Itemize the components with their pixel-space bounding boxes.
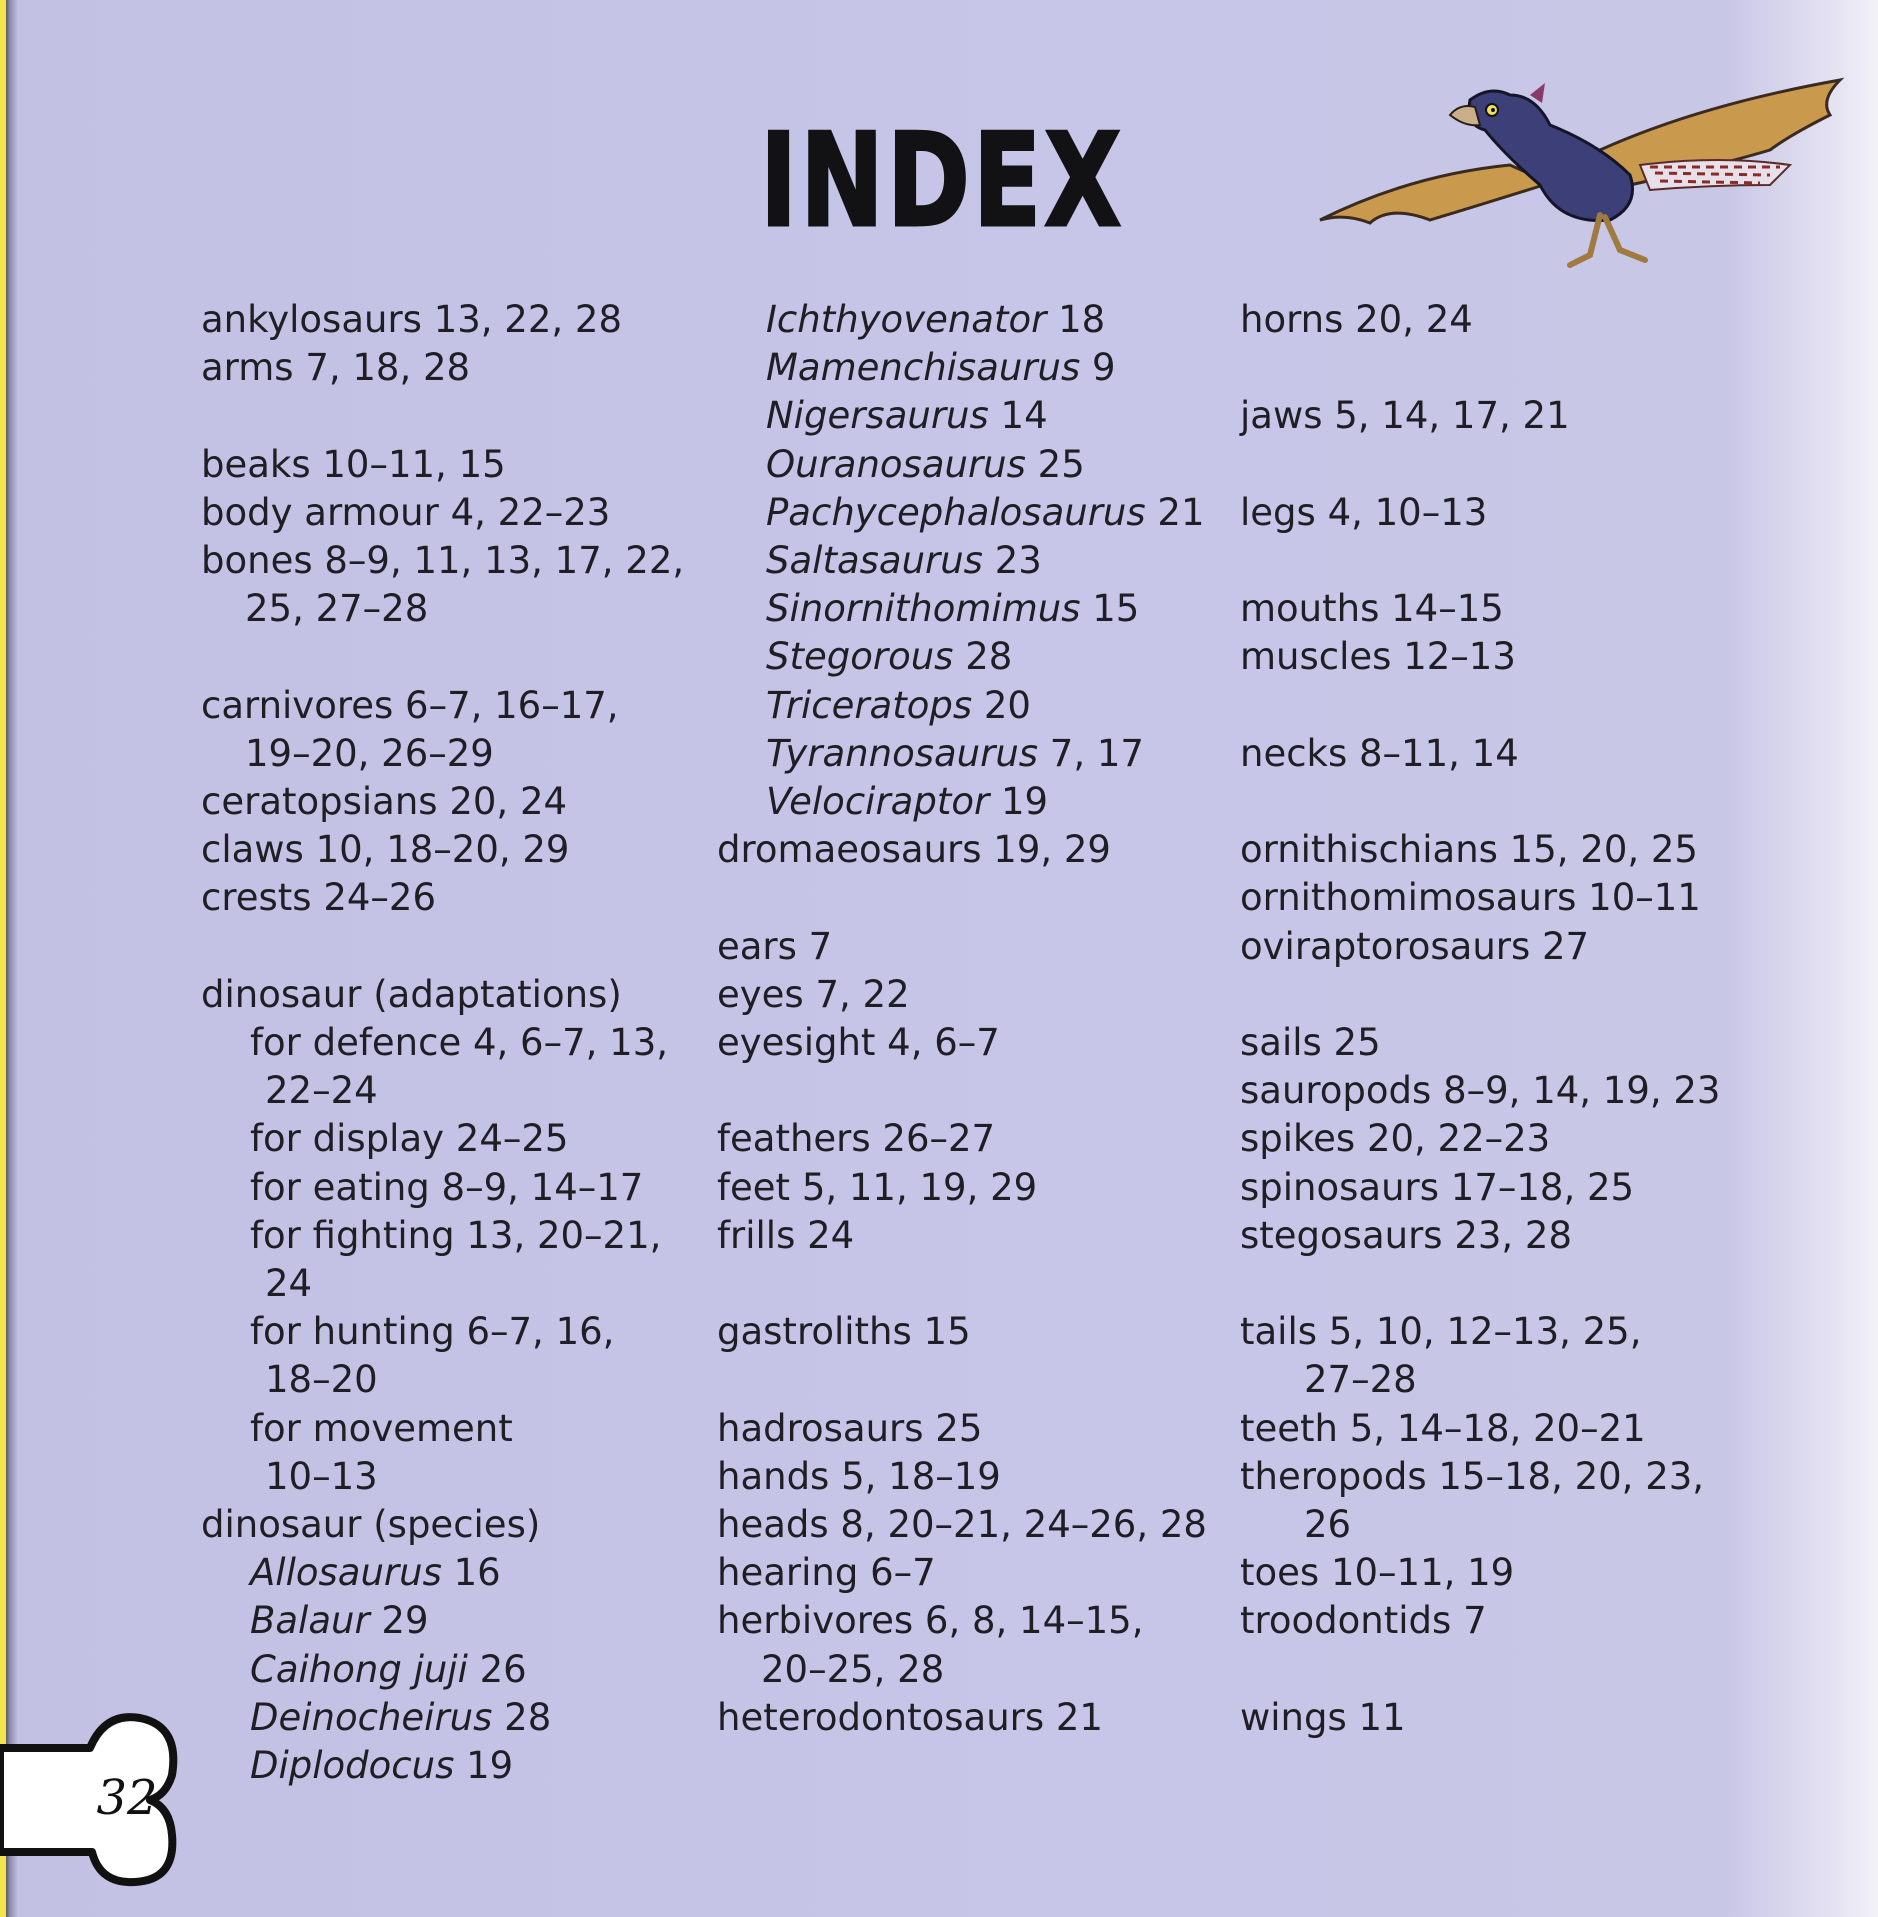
species-name: Mamenchisaurus <box>766 346 1081 390</box>
index-entry: hadrosaurs 25 <box>717 1406 983 1450</box>
index-spacer <box>717 874 1217 922</box>
index-entry: sails 25 <box>1240 1020 1381 1064</box>
index-entry: dromaeosaurs 19, 29 <box>717 828 1111 872</box>
index-entry: theropods 15–18, 20, 23, <box>1240 1454 1705 1498</box>
page-refs: 20 <box>972 683 1031 727</box>
species-name: Nigersaurus <box>766 394 989 438</box>
species-name: Balaur <box>250 1599 370 1643</box>
species-name: Ichthyovenator <box>766 298 1047 341</box>
index-entry <box>717 344 1217 392</box>
index-entry: feet 5, 11, 19, 29 <box>717 1165 1038 1209</box>
index-entry: eyes 7, 22 <box>717 972 910 1016</box>
index-entry <box>201 1549 681 1597</box>
index-entry: oviraptorosaurs 27 <box>1240 924 1590 968</box>
species-name: Velociraptor <box>766 780 990 824</box>
index-entry: 26 <box>1304 1502 1352 1546</box>
index-entry: spikes 20, 22–23 <box>1240 1117 1551 1161</box>
index-entry: hearing 6–7 <box>717 1551 936 1595</box>
index-entry <box>717 392 1217 440</box>
species-name: Tyrannosaurus <box>766 731 1039 775</box>
index-spacer <box>1240 778 1780 826</box>
index-spacer <box>717 1067 1217 1115</box>
index-entry: 27–28 <box>1304 1358 1417 1402</box>
index-entry: carnivores 6–7, 16–17, <box>201 683 619 727</box>
index-entry: heterodontosaurs 21 <box>717 1695 1103 1739</box>
species-name: Allosaurus <box>250 1551 442 1595</box>
index-entry: mouths 14–15 <box>1240 587 1504 631</box>
index-column-1 <box>201 296 685 1790</box>
index-entry <box>717 489 1217 537</box>
index-entry: hands 5, 18–19 <box>717 1454 1001 1498</box>
species-name: Diplodocus <box>250 1744 455 1788</box>
page-title: INDEX <box>760 107 1125 256</box>
index-entry: gastroliths 15 <box>717 1310 971 1354</box>
page-refs: 26 <box>467 1647 527 1691</box>
index-entry: stegosaurs 23, 28 <box>1240 1213 1573 1257</box>
index-entry: herbivores 6, 8, 14–15, <box>717 1599 1144 1643</box>
index-spacer <box>717 1356 1217 1404</box>
index-entry: bones 8–9, 11, 13, 17, 22, <box>201 539 685 582</box>
index-entry: spinosaurs 17–18, 25 <box>1240 1165 1635 1209</box>
index-entry: dinosaur (adaptations) <box>201 972 622 1016</box>
page-refs: 19 <box>454 1744 514 1788</box>
index-entry: horns 20, 24 <box>1240 298 1473 341</box>
page-refs: 29 <box>369 1599 429 1643</box>
index-entry <box>717 585 1217 633</box>
page-refs: 28 <box>492 1695 552 1739</box>
index-entry: 24 <box>265 1262 313 1306</box>
index-spacer <box>201 923 681 971</box>
page-refs: 16 <box>441 1551 501 1595</box>
index-spacer <box>717 1260 1217 1308</box>
index-entry: feathers 26–27 <box>717 1117 996 1161</box>
index-entry: 19–20, 26–29 <box>245 731 494 775</box>
page-refs: 19 <box>989 780 1049 824</box>
index-entry: necks 8–11, 14 <box>1240 731 1519 775</box>
index-entry: 18–20 <box>265 1358 378 1402</box>
index-entry: ears 7 <box>717 924 833 968</box>
index-entry: troodontids 7 <box>1240 1599 1487 1643</box>
index-entry: for display 24–25 <box>250 1117 569 1161</box>
index-spacer <box>1240 682 1780 730</box>
page-refs: 25 <box>1025 442 1085 486</box>
index-spacer <box>201 633 681 681</box>
index-entry: wings 11 <box>1240 1695 1406 1739</box>
index-spacer <box>1240 344 1780 392</box>
index-entry <box>201 1694 681 1742</box>
page-refs: 9 <box>1080 346 1116 390</box>
index-entry: ankylosaurs 13, 22, 28 <box>201 298 622 341</box>
index-entry: for defence 4, 6–7, 13, <box>250 1021 669 1064</box>
index-entry <box>717 633 1217 681</box>
species-name: Stegorous <box>766 635 954 679</box>
species-name: Triceratops <box>766 683 973 727</box>
index-entry <box>201 1646 681 1694</box>
index-entry: jaws 5, 14, 17, 21 <box>1240 394 1570 438</box>
index-entry: for hunting 6–7, 16, <box>250 1310 615 1354</box>
index-entry: ceratopsians 20, 24 <box>201 780 568 823</box>
index-entry: 22–24 <box>265 1069 378 1113</box>
page-number: 32 <box>96 1770 158 1826</box>
species-name: Sinornithomimus <box>766 587 1081 631</box>
index-entry: for fighting 13, 20–21, <box>250 1213 662 1257</box>
index-entry: for eating 8–9, 14–17 <box>250 1165 644 1209</box>
microraptor-illustration <box>1300 55 1860 295</box>
index-spacer <box>1240 537 1780 585</box>
index-entry: teeth 5, 14–18, 20–21 <box>1240 1406 1646 1450</box>
index-entry: 25, 27–28 <box>245 587 429 631</box>
page-refs: 21 <box>1145 490 1205 534</box>
index-entry: for movement <box>250 1406 513 1450</box>
index-entry <box>201 1597 681 1645</box>
index-entry: eyesight 4, 6–7 <box>717 1021 1000 1065</box>
index-entry <box>717 778 1217 826</box>
page-refs: 23 <box>982 539 1042 583</box>
page-refs: 18 <box>1046 298 1106 341</box>
page-refs: 14 <box>988 394 1048 438</box>
index-entry <box>717 537 1217 585</box>
index-spacer <box>1240 1260 1780 1308</box>
index-entry: tails 5, 10, 12–13, 25, <box>1240 1310 1642 1354</box>
index-entry <box>717 730 1217 778</box>
index-entry: body armour 4, 22–23 <box>201 490 611 534</box>
index-entry <box>201 1742 681 1790</box>
index-entry: arms 7, 18, 28 <box>201 346 471 390</box>
index-entry: ornithomimosaurs 10–11 <box>1240 876 1701 920</box>
index-entry <box>717 441 1217 489</box>
page-refs: 7, 17 <box>1038 731 1144 775</box>
index-entry: sauropods 8–9, 14, 19, 23 <box>1240 1069 1721 1113</box>
index-entry: frills 24 <box>717 1213 855 1257</box>
index-entry <box>717 296 1217 344</box>
index-column-2 <box>717 296 1217 1742</box>
species-name: Ouranosaurus <box>766 442 1026 486</box>
index-spacer <box>1240 971 1780 1019</box>
index-spacer <box>1240 1646 1780 1694</box>
species-name: Caihong juji <box>250 1647 468 1691</box>
index-entry: toes 10–11, 19 <box>1240 1551 1515 1595</box>
index-entry: claws 10, 18–20, 29 <box>201 828 570 872</box>
index-column-3 <box>1240 296 1780 1742</box>
index-spacer <box>1240 441 1780 489</box>
index-entry: heads 8, 20–21, 24–26, 28 <box>717 1503 1207 1547</box>
index-entry: 10–13 <box>265 1454 378 1498</box>
index-entry: 20–25, 28 <box>761 1647 945 1691</box>
index-entry: ornithischians 15, 20, 25 <box>1240 828 1698 872</box>
species-name: Deinocheirus <box>250 1695 493 1739</box>
page-refs: 15 <box>1080 587 1140 631</box>
index-entry: crests 24–26 <box>201 876 436 920</box>
index-entry: beaks 10–11, 15 <box>201 442 506 486</box>
index-entry <box>717 682 1217 730</box>
species-name: Saltasaurus <box>766 539 983 583</box>
index-entry: dinosaur (species) <box>201 1503 541 1547</box>
index-entry: muscles 12–13 <box>1240 635 1516 679</box>
index-entry: legs 4, 10–13 <box>1240 490 1488 534</box>
species-name: Pachycephalosaurus <box>766 490 1146 534</box>
index-spacer <box>201 392 681 440</box>
page-refs: 28 <box>953 635 1013 679</box>
